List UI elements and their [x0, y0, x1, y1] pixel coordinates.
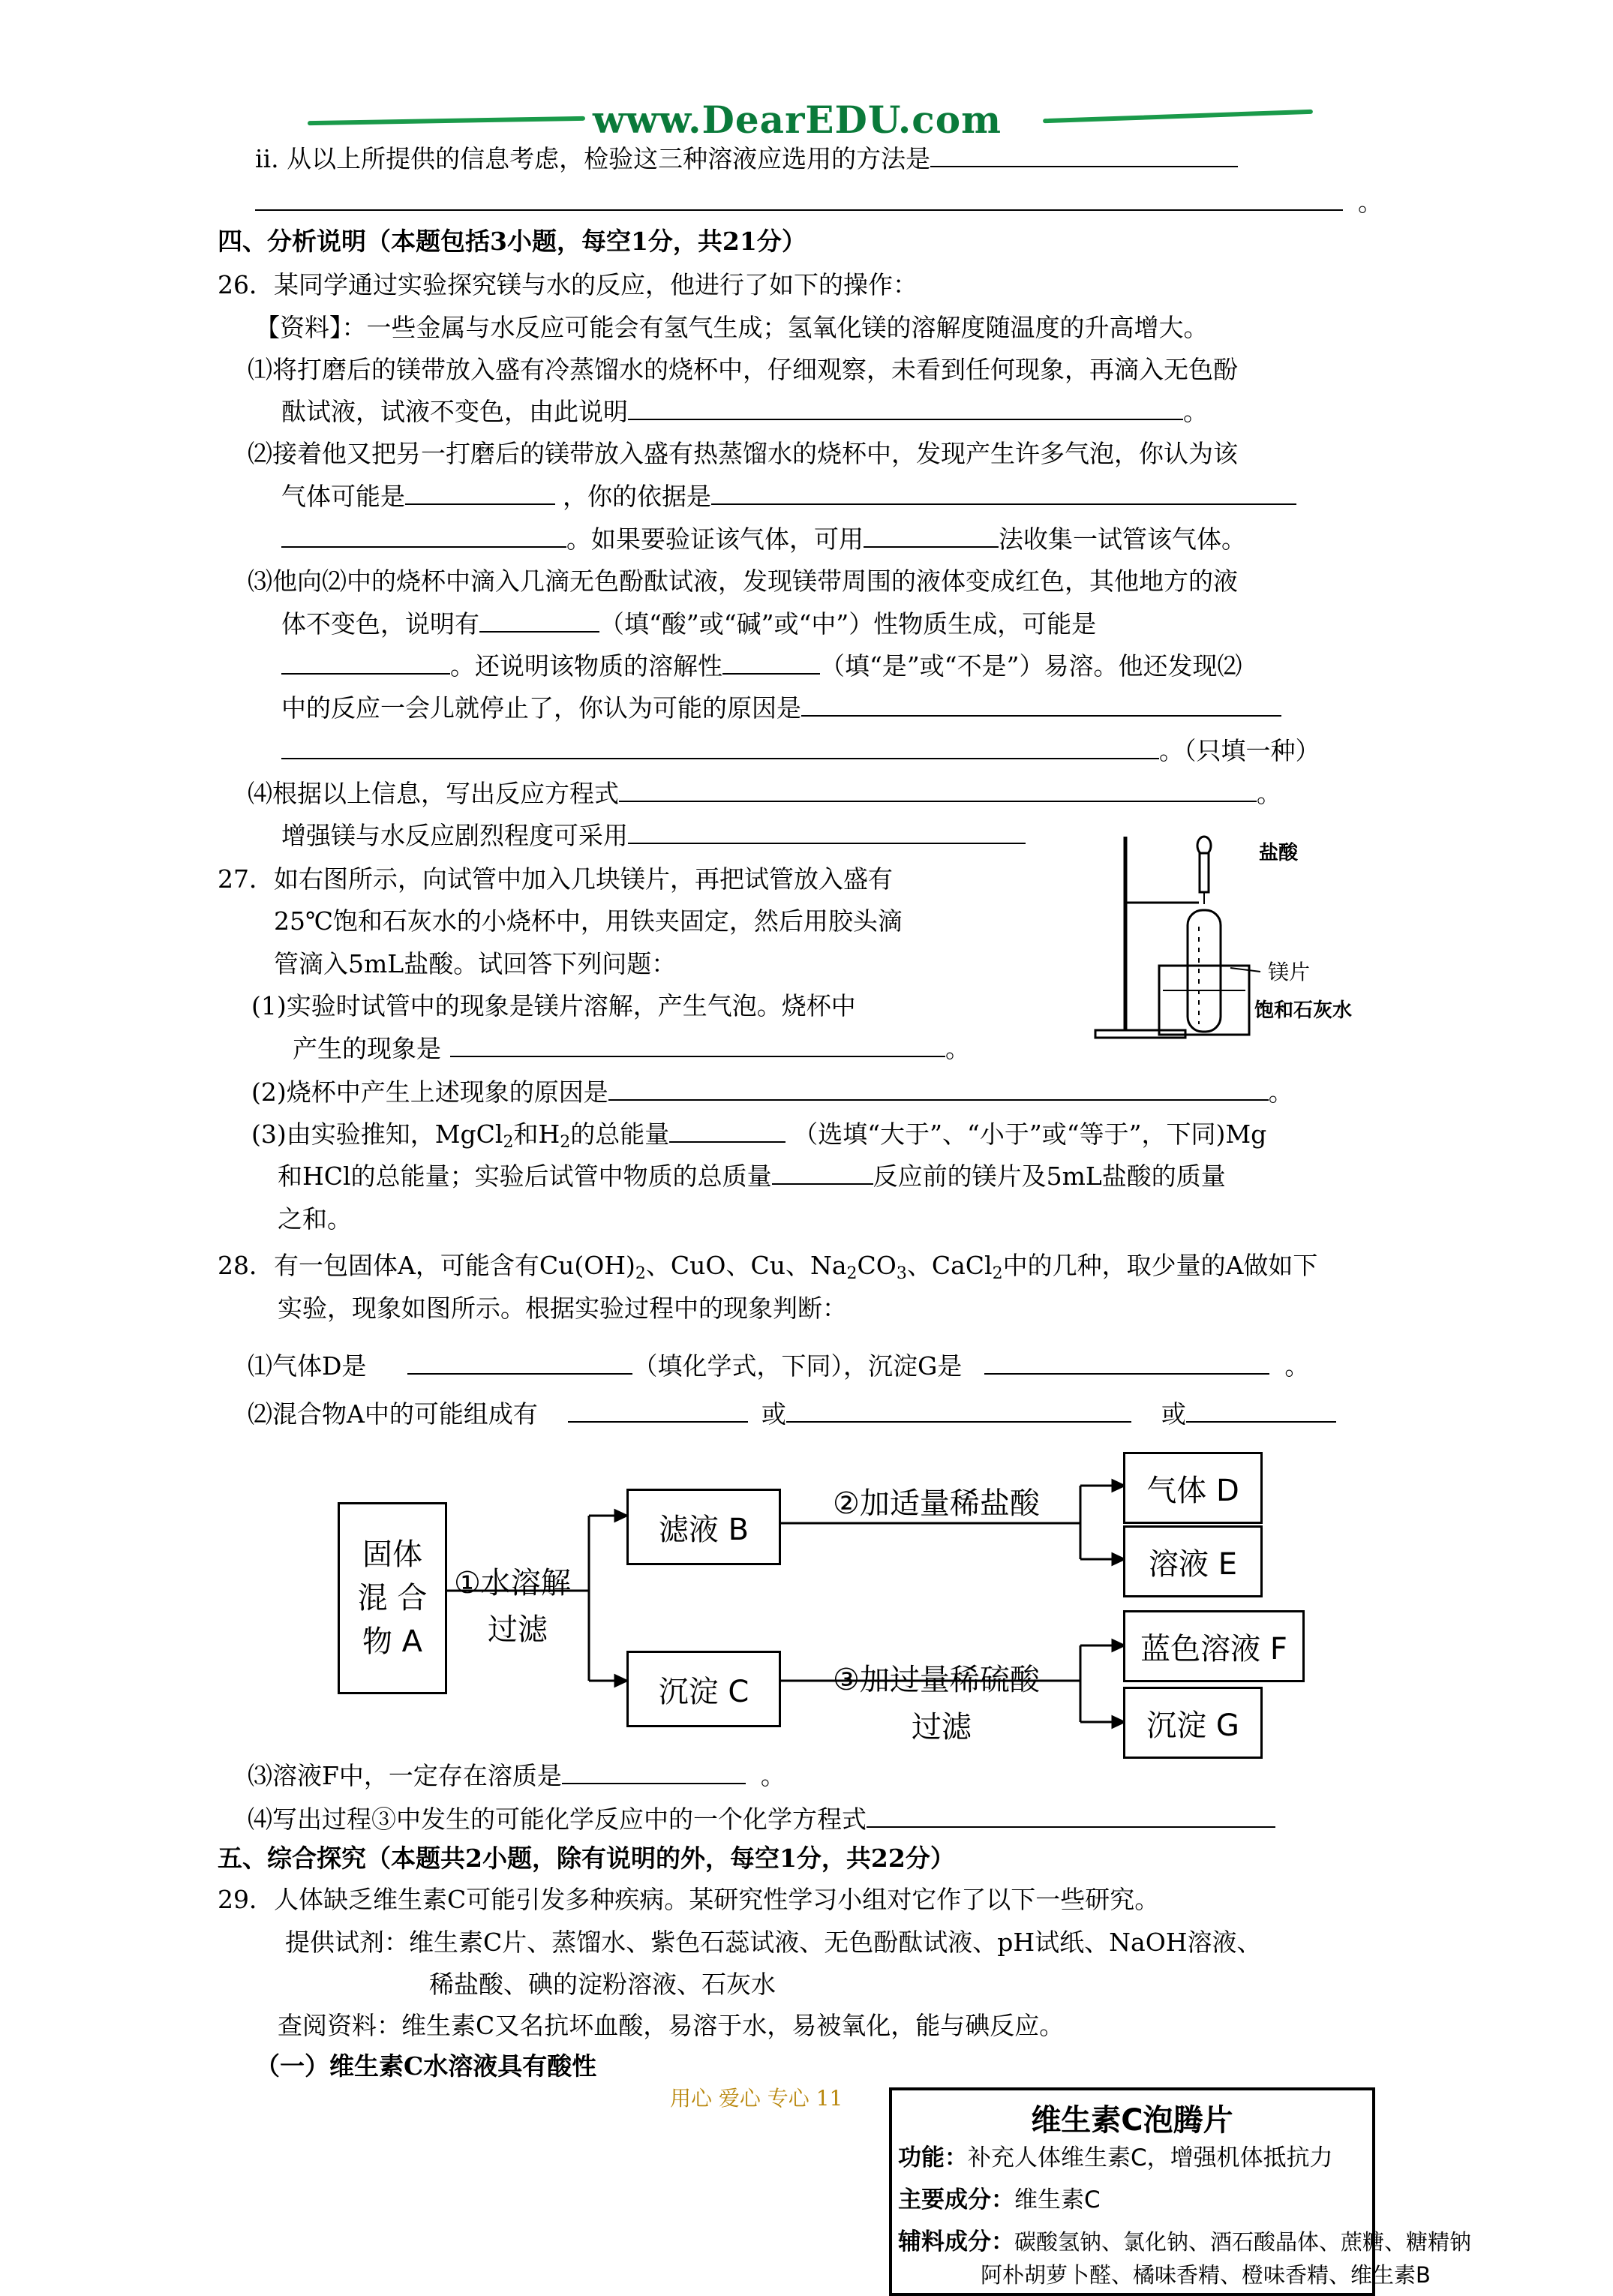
label-title: 维生素C泡腾片 [1031, 2103, 1233, 2138]
section-4-heading: 四、分析说明（本题包括3小题，每空1分，共21分） [218, 227, 806, 256]
precipitate-c-box: 沉淀 C [626, 1651, 781, 1727]
q26-p2b: 气体可能是 ，你的依据是 [281, 480, 1296, 513]
q27-p3a: (3)由实验推知，MgCl$_2$和$H_2$的总能量 （选填“大于”、“小于”或“等于”，下同)Mg [251, 1119, 1267, 1152]
filtrate-b-box: 滤液 B [626, 1489, 781, 1565]
header-swoosh-right [1043, 110, 1313, 124]
label-excipients-line2: 阿朴胡萝卜醛、橘味香精、橙味香精、维生素B [981, 2262, 1431, 2288]
site-header [308, 98, 1313, 143]
step1-filter-label: 过滤 [488, 1612, 548, 1647]
q29-l1: 29．人体缺乏维生素C可能引发多种疾病。某研究性学习小组对它作了以下一些研究。 [218, 1885, 1160, 1914]
q26-p4b: 增强镁与水反应剧烈程度可采用 [281, 819, 1026, 852]
q26-p2c: 。如果要验证该气体，可用 法收集一试管该气体。 [281, 523, 1246, 556]
label-function: 功能：补充人体维生素C，增强机体抵抗力 [898, 2144, 1333, 2171]
q27-p1b: 产生的现象是 。 [293, 1034, 970, 1063]
solution-e-box: 溶液 E [1123, 1525, 1263, 1597]
q26-p3c: 。还说明该物质的溶解性 （填“是”或“不是”）易溶。他还发现⑵ [281, 650, 1242, 683]
q26-p1b: 酞试液，试液不变色，由此说明 。 [281, 397, 1208, 426]
mg-label: 镁片 [1268, 960, 1311, 984]
q29-l3: 稀盐酸、碘的淀粉溶液、石灰水 [429, 1970, 776, 1999]
q26-p1a: ⑴将打磨后的镁带放入盛有冷蒸馏水的烧杯中，仔细观察，未看到任何现象，再滴入无色酚 [248, 355, 1238, 384]
blue-solution-f-box: 蓝色溶液 F [1123, 1610, 1305, 1682]
q27-p2: (2)烧杯中产生上述现象的原因是 。 [251, 1077, 1293, 1107]
box-a-line3: 物 A [362, 1624, 423, 1659]
q28-l1: 28．有一包固体A，可能含有$Cu(OH)_2$、CuO、Cu、$Na_2CO_3$、CaCl$_2$中的几种，取少量的A做如下 [218, 1251, 1318, 1283]
mg-pointer [1230, 968, 1260, 972]
q28-p1: ⑴气体D是 （填化学式，下同），沉淀G是 。 [248, 1351, 1310, 1381]
q26-p3d: 中的反应一会儿就停止了，你认为可能的原因是 [281, 692, 1281, 725]
q27-l1: 27．如右图所示，向试管中加入几块镁片，再把试管放入盛有 [218, 864, 893, 894]
label-main-ingredient: 主要成分：维生素C [898, 2186, 1101, 2213]
q28-p2: ⑵混合物A中的可能组成有 或 或 [248, 1398, 1336, 1431]
section-5-heading: 五、综合探究（本题共2小题，除有说明的外，每空1分，共22分） [218, 1844, 955, 1873]
lime-label: 饱和石灰水 [1254, 999, 1353, 1022]
q26-p2a: ⑵接着他又把另一打磨后的镁带放入盛有热蒸馏水的烧杯中，发现产生许多气泡，你认为该 [248, 439, 1238, 468]
precipitate-g-box: 沉淀 G [1123, 1687, 1263, 1759]
test-tube [1188, 910, 1221, 1032]
box-a-line1: 固体 [362, 1537, 422, 1572]
vitamin-c-label [889, 2087, 1472, 2296]
apparatus-figure [1080, 829, 1410, 1047]
q29-l2: 提供试剂：维生素C片、蒸馏水、紫色石蕊试液、无色酚酞试液、pH试纸、NaOH溶液、 [285, 1928, 1262, 1957]
acid-label: 盐酸 [1259, 842, 1299, 864]
site-url[interactable]: www.DearEDU.com [593, 98, 1002, 142]
q27-p1a: (1)实验时试管中的现象是镁片溶解，产生气泡。烧杯中 [251, 991, 856, 1020]
step2-label: ②加适量稀盐酸 [833, 1486, 1040, 1521]
solid-mixture-a-box [338, 1502, 447, 1694]
q27-l2: 25℃饱和石灰水的小烧杯中，用铁夹固定，然后用胶头滴 [274, 906, 903, 936]
q26-p4a: ⑷根据以上信息，写出反应方程式 。 [248, 779, 1281, 808]
q27-p3b: 和HCl的总能量；实验后试管中物质的总质量 反应前的镁片及5mL盐酸的质量 [278, 1162, 1226, 1191]
q28-p3: ⑶溶液F中，一定存在溶质是 。 [248, 1761, 785, 1790]
label-excipients: 辅料成分：碳酸氢钠、氯化钠、酒石酸晶体、蔗糖、糖精钠 [898, 2228, 1472, 2255]
q26-p3e: 。（只填一种） [281, 735, 1320, 768]
dropper [1197, 837, 1211, 904]
header-swoosh-left [308, 116, 585, 125]
box-a-line2: 混 合 [357, 1581, 428, 1615]
gas-d-box: 气体 D [1123, 1452, 1263, 1524]
q27-l3: 管滴入5mL盐酸。试回答下列问题： [274, 949, 677, 978]
q26-intro: 26．某同学通过实验探究镁与水的反应，他进行了如下的操作： [218, 270, 918, 299]
step1-label: ①水溶解 [454, 1566, 571, 1600]
q29-l5: （一）维生素C水溶液具有酸性 [255, 2051, 597, 2081]
q29-l4: 查阅资料：维生素C又名抗坏血酸，易溶于水，易被氧化，能与碘反应。 [278, 2011, 1065, 2040]
q25-ii: ⅱ. 从以上所提供的信息考虑，检验这三种溶液应选用的方法是 [255, 143, 1238, 176]
step3-filter-label: 过滤 [912, 1710, 972, 1745]
q26-data: 【资料】：一些金属与水反应可能会有氢气生成；氢氧化镁的溶解度随温度的升高增大。 [255, 313, 1209, 342]
q26-p3b: 体不变色，说明有 （填“酸”或“碱”或“中”）性物质生成，可能是 [281, 609, 1097, 639]
q25-ii-line2: 。 [255, 186, 1383, 219]
page-footer: 用心 爱心 专心 11 [670, 2086, 843, 2111]
step3-label: ③加过量稀硫酸 [833, 1663, 1040, 1697]
q28-p4: ⑷写出过程③中发生的可能化学反应中的一个化学方程式 [248, 1803, 1275, 1836]
q26-p3a: ⑶他向⑵中的烧杯中滴入几滴无色酚酞试液，发现镁带周围的液体变成红色，其他地方的液 [248, 566, 1238, 596]
q27-p3c: 之和。 [278, 1204, 352, 1234]
q28-l2: 实验，现象如图所示。根据实验过程中的现象判断： [278, 1294, 847, 1323]
